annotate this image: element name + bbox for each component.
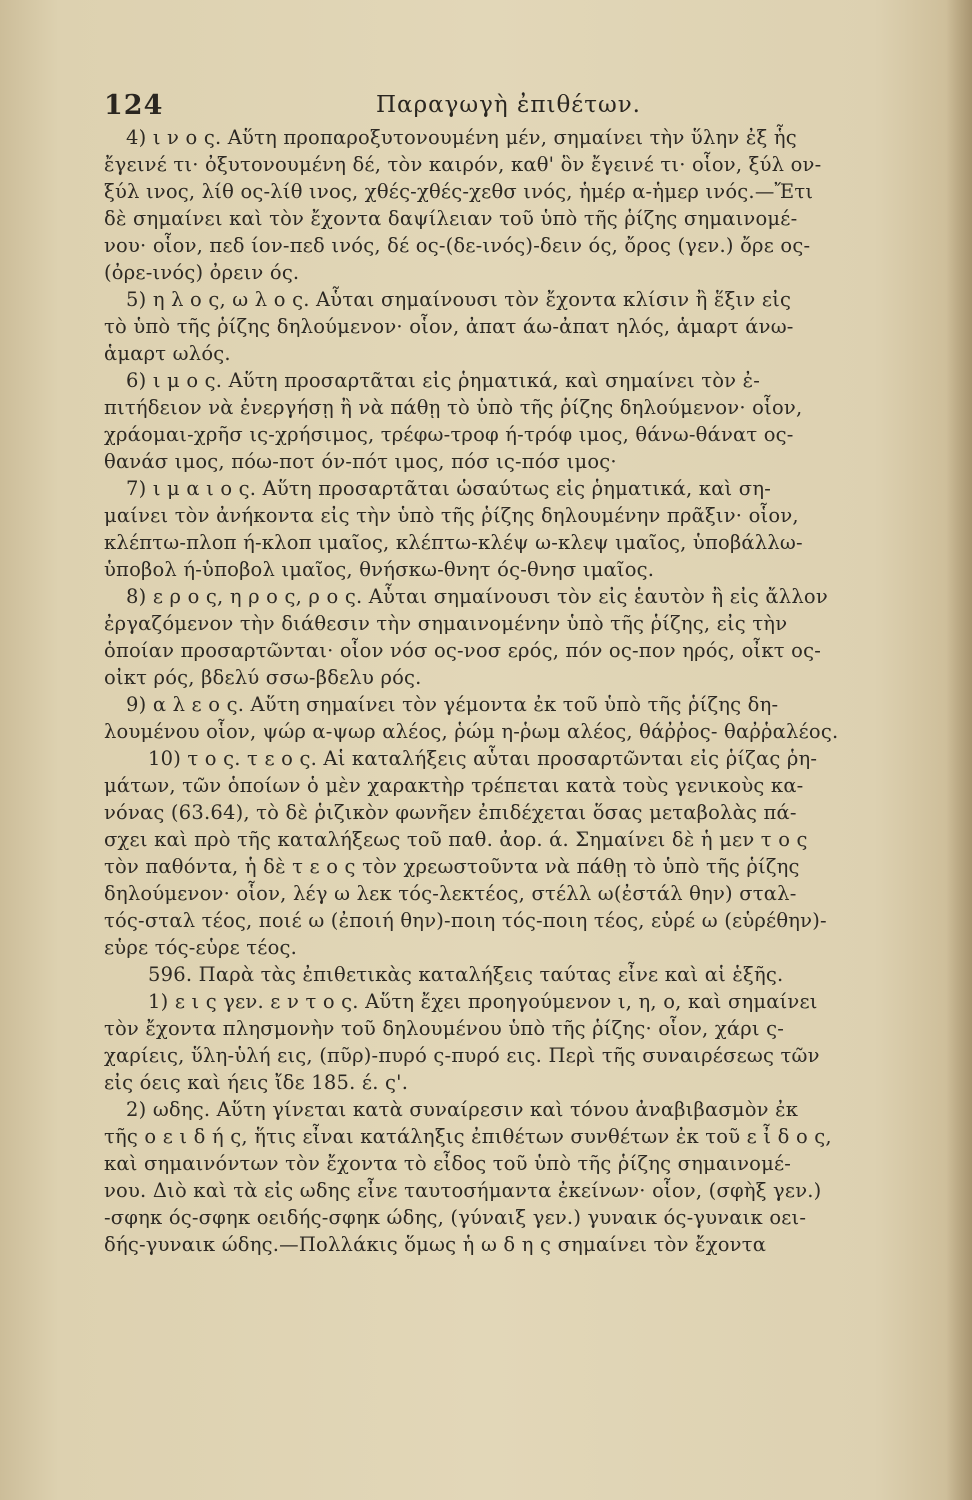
text-line: -σφηκ ός-σφηκ οειδής-σφηκ ώδης, (γύναιξ γεν.) γυναικ ός-γυναικ οει-: [104, 1206, 807, 1229]
text-line: 4) ι ν ο ς. Αὕτη προπαροξυτονουμένη μέν, σημαίνει τὴν ὕλην ἐξ ἧς: [126, 126, 797, 149]
text-line: σχει καὶ πρὸ τῆς καταλήξεως τοῦ παθ. ἀορ. ά. Σημαίνει δὲ ἡ μεν τ ο ς: [104, 828, 808, 851]
page-body: [104, 124, 894, 1258]
text-line: χαρίεις, ὕλη-ὑλή εις, (πῦρ)-πυρό ς-πυρό εις. Περὶ τῆς συναιρέσεως τῶν: [104, 1044, 820, 1067]
text-line: μαίνει τὸν ἀνήκοντα εἰς τὴν ὑπὸ τῆς ῥίζης δηλουμένην πρᾶξιν· οἷον,: [104, 504, 799, 527]
text-line: δής-γυναικ ώδης.—Πολλάκις ὅμως ἡ ω δ η ς σημαίνει τὸν ἔχοντα: [104, 1233, 767, 1256]
text-line: δὲ σημαίνει καὶ τὸν ἔχοντα δαψίλειαν τοῦ ὑπὸ τῆς ῥίζης σημαινομέ-: [104, 207, 798, 230]
text-line: ἔγεινέ τι· ὀξυτονουμένη δέ, τὸν καιρόν, καθ' ὃν ἔγεινέ τι· οἷον, ξύλ ον-: [104, 153, 822, 176]
text-line: κλέπτω-πλοπ ή-κλοπ ιμαῖος, κλέπτω-κλέψ ω-κλεψ ιμαῖος, ὑποβάλλω-: [104, 531, 803, 554]
text-line: χράομαι-χρῆσ ις-χρήσιμος, τρέφω-τροφ ή-τρόφ ιμος, θάνω-θάνατ ος-: [104, 423, 794, 446]
text-line: εὑρε τός-εὑρε τέος.: [104, 936, 298, 959]
text-line: τὸ ὑπὸ τῆς ῥίζης δηλούμενον· οἷον, ἀπατ άω-ἀπατ ηλός, ἁμαρτ άνω-: [104, 315, 794, 338]
text-line: 596. Παρὰ τὰς ἐπιθετικὰς καταλήξεις ταύτας εἶνε καὶ αἱ ἑξῆς.: [148, 963, 784, 986]
text-line: δηλούμενον· οἷον, λέγ ω λεκ τός-λεκτέος, στέλλ ω(ἐστάλ θην) σταλ-: [104, 882, 797, 905]
text-line: 1) ε ι ς γεν. ε ν τ ο ς. Αὕτη ἔχει προηγούμενον ι, η, ο, καὶ σημαίνει: [148, 990, 818, 1013]
text-line: οἰκτ ρός, βδελύ σσω-βδελυ ρός.: [104, 666, 422, 689]
text-line: νόνας (63.64), τὸ δὲ ῥιζικὸν φωνῆεν ἐπιδέχεται ὅσας μεταβολὰς πά-: [104, 801, 797, 824]
text-line: ξύλ ινος, λίθ ος-λίθ ινος, χθές-χθές-χεθσ ινός, ἡμέρ α-ἡμερ ινός.—Ἔτι: [104, 180, 814, 203]
text-line: πιτήδειον νὰ ἐνεργήσῃ ἢ νὰ πάθῃ τὸ ὑπὸ τῆς ῥίζης δηλούμενον· οἷον,: [104, 396, 803, 419]
text-line: μάτων, τῶν ὁποίων ὁ μὲν χαρακτὴρ τρέπεται κατὰ τοὺς γενικοὺς κα-: [104, 774, 804, 797]
text-line: 5) η λ ο ς, ω λ ο ς. Αὗται σημαίνουσι τὸν ἔχοντα κλίσιν ἢ ἕξιν εἰς: [126, 288, 792, 311]
page-fold-shadow: [946, 0, 972, 1500]
text-line: 6) ι μ ο ς. Αὕτη προσαρτᾶται εἰς ῥηματικά, καὶ σημαίνει τὸν ἐ-: [126, 369, 761, 392]
text-line: εἰς όεις καὶ ήεις ἴδε 185. έ. ς'.: [104, 1071, 409, 1094]
text-line: τῆς ο ε ι δ ή ς, ἥτις εἶναι κατάληξις ἐπιθέτων συνθέτων ἐκ τοῦ ε ἶ δ ο ς,: [104, 1125, 832, 1148]
text-line: 10) τ ο ς. τ ε ο ς. Αἱ καταλήξεις αὗται προσαρτῶνται εἰς ῥίζας ῥη-: [148, 747, 818, 770]
text-line: ἐργαζόμενον τὴν διάθεσιν τὴν σημαινομένην ὑπὸ τῆς ῥίζης, εἰς τὴν: [104, 612, 788, 635]
text-line: τός-σταλ τέος, ποιέ ω (ἐποιή θην)-ποιη τός-ποιη τέος, εὑρέ ω (εὑρέθην)-: [104, 909, 827, 932]
text-line: θανάσ ιμος, πόω-ποτ όν-πότ ιμος, πόσ ις-πόσ ιμος·: [104, 450, 617, 473]
text-line: ὁποίαν προσαρτῶνται· οἷον νόσ ος-νοσ ερός, πόν ος-πον ηρός, οἶκτ ος-: [104, 639, 822, 662]
page-number: 124: [104, 90, 164, 121]
text-line: νου· οἷον, πεδ ίον-πεδ ινός, δέ ος-(δε-ινός)-δειν ός, ὄρος (γεν.) ὄρε ος-: [104, 234, 811, 257]
page-header: [104, 90, 904, 126]
running-title: Παραγωγὴ ἐπιθέτων.: [376, 92, 641, 118]
text-line: ἁμαρτ ωλός.: [104, 342, 231, 365]
text-line: 7) ι μ α ι ο ς. Αὕτη προσαρτᾶται ὡσαύτως εἰς ῥηματικά, καὶ ση-: [126, 477, 771, 500]
text-line: 9) α λ ε ο ς. Αὕτη σημαίνει τὸν γέμοντα ἐκ τοῦ ὑπὸ τῆς ῥίζης δη-: [126, 693, 779, 716]
text-line: τὸν παθόντα, ἡ δὲ τ ε ο ς τὸν χρεωστοῦντα νὰ πάθῃ τὸ ὑπὸ τῆς ῥίζης: [104, 855, 800, 878]
text-line: (ὀρε-ινός) ὀρειν ός.: [104, 261, 300, 284]
text-line: νου. Διὸ καὶ τὰ εἰς ωδης εἶνε ταυτοσήμαντα ἐκείνων· οἷον, (σφὴξ γεν.): [104, 1179, 822, 1202]
text-line: ὑποβολ ή-ὑποβολ ιμαῖος, θνήσκω-θνητ ός-θνησ ιμαῖος.: [104, 558, 655, 581]
text-line: καὶ σημαινόντων τὸν ἔχοντα τὸ εἶδος τοῦ ὑπὸ τῆς ῥίζης σημαινομέ-: [104, 1152, 792, 1175]
text-line: 2) ωδης. Αὕτη γίνεται κατὰ συναίρεσιν καὶ τόνου ἀναβιβασμὸν ἐκ: [126, 1098, 799, 1121]
text-line: τὸν ἔχοντα πλησμονὴν τοῦ δηλουμένου ὑπὸ τῆς ῥίζης· οἷον, χάρι ς-: [104, 1017, 785, 1040]
text-line: λουμένου οἷον, ψώρ α-ψωρ αλέος, ῥώμ η-ῥωμ αλέος, θάῤῥος- θαῤῥαλέος.: [104, 720, 839, 743]
text-line: 8) ε ρ ο ς, η ρ ο ς, ρ ο ς. Αὗται σημαίνουσι τὸν εἰς ἑαυτὸν ἢ εἰς ἄλλον: [126, 585, 828, 608]
